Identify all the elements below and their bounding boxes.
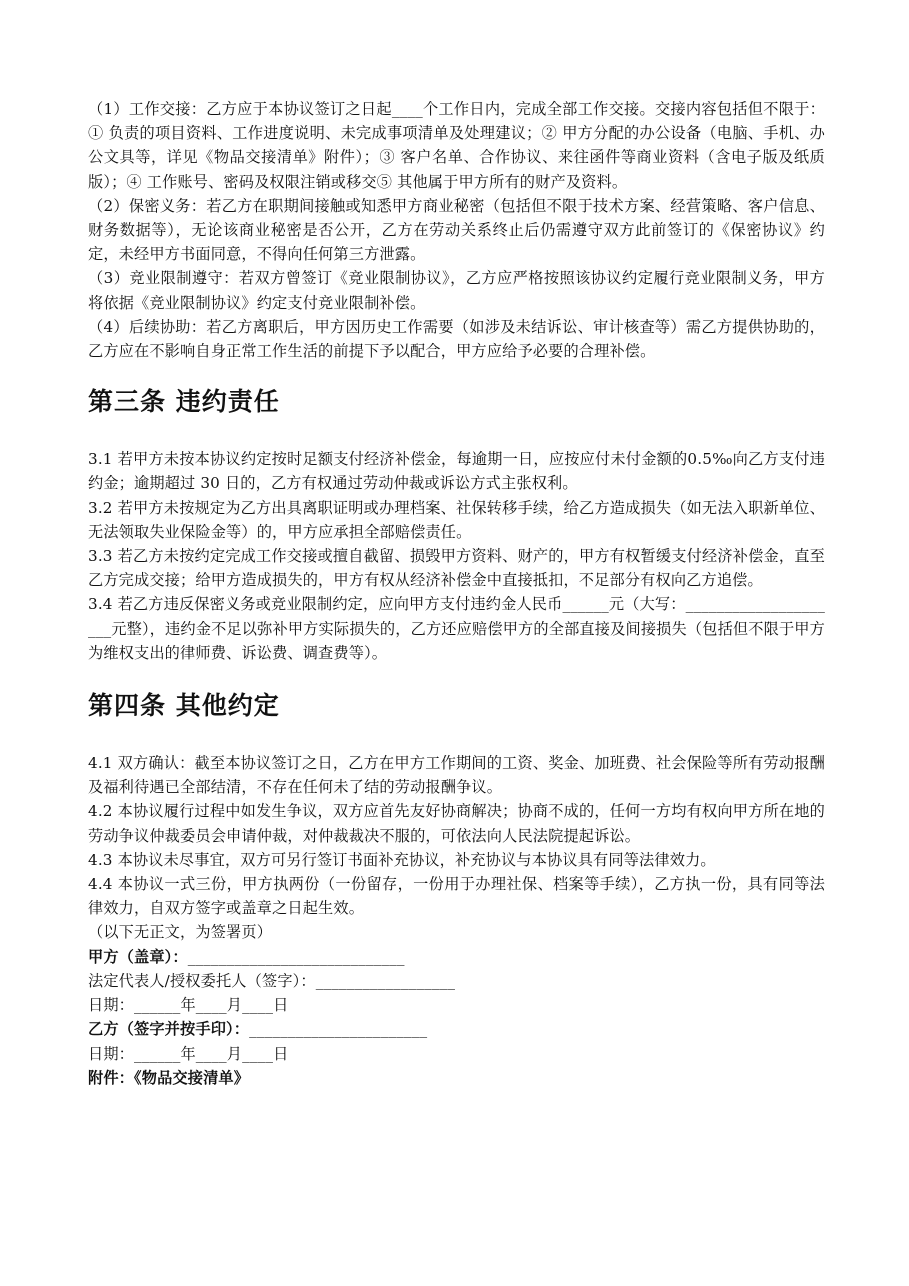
- clause-3-4: 3.4 若乙方违反保密义务或竞业限制约定，应向甲方支付违约金人民币______元（大写：_____________________元整），违约金不足以弥补甲方实际损失的，乙方还应赔偿甲方的全部直接及间接损失（包括但不限于甲方为维权支出的律师费、诉讼费、调查费等）。: [88, 595, 825, 662]
- party-b-label: 乙方（签字并按手印）：: [88, 1020, 250, 1039]
- non-compete-clause: （3）竞业限制遵守：若双方曾签订《竞业限制协议》，乙方应严格按照该协议约定履行竞业限制义务，甲方将依据《竞业限制协议》约定支付竞业限制补偿。: [88, 269, 825, 312]
- party-a-signature-line: [88, 945, 825, 969]
- clause-4-1: 4.1 双方确认：截至本协议签订之日，乙方在甲方工作期间的工资、奖金、加班费、社会保险等所有劳动报酬及福利待遇已全部结清，不存在任何未了结的劳动报酬争议。: [88, 754, 825, 797]
- clause-3-1: 3.1 若甲方未按本协议约定按时足额支付经济补偿金，每逾期一日，应按应付未付金额的0.5‰向乙方支付违约金；逾期超过 30 日的，乙方有权通过劳动仲裁或诉讼方式主张权利。: [88, 450, 825, 493]
- representative-signature-line: 法定代表人/授权委托人（签字）：__________________: [88, 971, 456, 990]
- clause-4-4: 4.4 本协议一式三份，甲方执两份（一份留存，一份用于办理社保、档案等手续），乙方执一份，具有同等法律效力，自双方签字或盖章之日起生效。: [88, 875, 825, 918]
- party-b-signature-line: [88, 1017, 825, 1041]
- clause-4-3: 4.3 本协议未尽事宜，双方可另行签订书面补充协议，补充协议与本协议具有同等法律效力。: [88, 850, 716, 869]
- party-b-blank: _______________________: [249, 1020, 428, 1039]
- section-4-heading: 第四条 其他约定: [88, 691, 280, 721]
- clause-3-2: 3.2 若甲方未按规定为乙方出具离职证明或办理档案、社保转移手续，给乙方造成损失（如无法入职新单位、无法领取失业保险金等）的，甲方应承担全部赔偿责任。: [88, 498, 825, 541]
- work-handover-clause: （1）工作交接：乙方应于本协议签订之日起____个工作日内，完成全部工作交接。交接内容包括但不限于：① 负责的项目资料、工作进度说明、未完成事项清单及处理建议；② 甲方分配的办公设备（电脑、手机、办公文具等，详见《物品交接清单》附件）；③ 客户名单、合作协议、来往函件等商业资料（含电子版及纸质版）；④ 工作账号、密码及权限注销或移交⑤ 其他属于甲方所有的财产及资料。: [88, 100, 825, 191]
- confidentiality-clause: （2）保密义务：若乙方在职期间接触或知悉甲方商业秘密（包括但不限于技术方案、经营策略、客户信息、财务数据等），无论该商业秘密是否公开，乙方在劳动关系终止后仍需遵守双方此前签订的《保密协议》约定，未经甲方书面同意，不得向任何第三方泄露。: [88, 196, 825, 264]
- party-a-date: 日期：______年____月____日: [88, 996, 289, 1015]
- follow-up-assistance-clause: （4）后续协助：若乙方离职后，甲方因历史工作需要（如涉及未结诉讼、审计核查等）需乙方提供协助的，乙方应在不影响自身正常工作生活的前提下予以配合，甲方应给予必要的合理补偿。: [88, 317, 825, 361]
- section-4-other: [88, 751, 825, 920]
- party-a-blank: ____________________________: [187, 947, 405, 966]
- section-3-heading: 第三条 违约责任: [88, 387, 280, 417]
- section-2-obligations: [88, 97, 825, 363]
- section-3-liability: [88, 447, 825, 665]
- clause-3-3: 3.3 若乙方未按约定完成工作交接或擅自截留、损毁甲方资料、财产的，甲方有权暂缓支付经济补偿金，直至乙方完成交接；给甲方造成损失的，甲方有权从经济补偿金中直接抵扣，不足部分有权向乙方追偿。: [88, 547, 825, 590]
- no-text-note: （以下无正文，为签署页）: [88, 923, 273, 942]
- attachment-note: 附件：《物品交接清单》: [88, 1068, 250, 1087]
- clause-4-2: 4.2 本协议履行过程中如发生争议，双方应首先友好协商解决；协商不成的，任何一方均有权向甲方所在地的劳动争议仲裁委员会申请仲裁，对仲裁裁决不服的，可依法向人民法院提起诉讼。: [88, 802, 825, 845]
- signature-block: [88, 920, 825, 1089]
- party-a-label: 甲方（盖章）：: [88, 947, 188, 966]
- party-b-date: 日期：______年____月____日: [88, 1044, 289, 1063]
